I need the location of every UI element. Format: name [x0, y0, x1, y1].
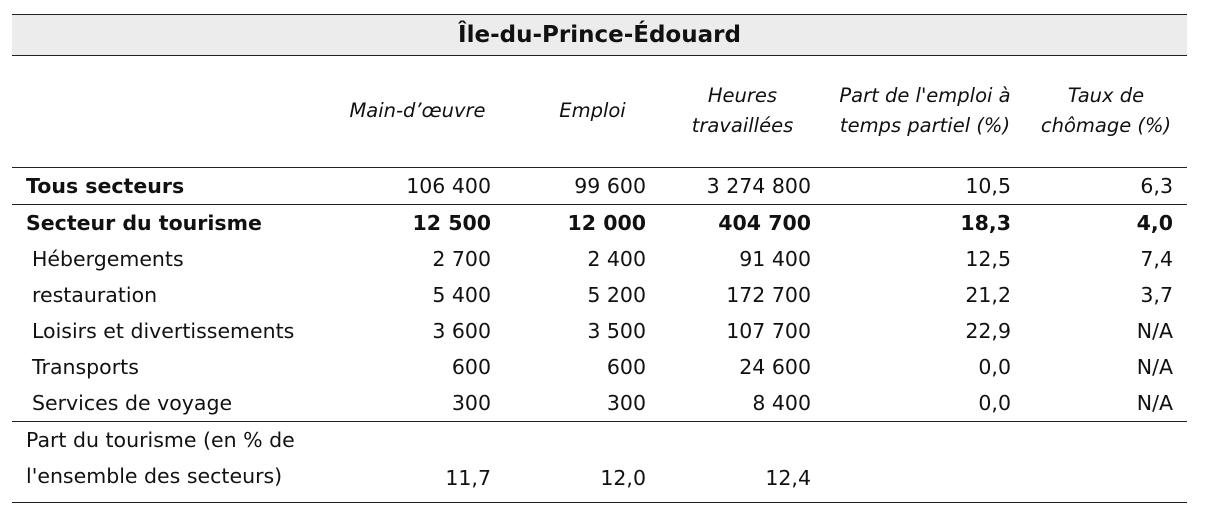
- cell: 91 400: [739, 246, 811, 271]
- table-container: [12, 14, 1187, 503]
- table-row: [12, 313, 1187, 349]
- cell: 6,3: [1140, 173, 1173, 198]
- cell: 300: [451, 390, 491, 415]
- column-header: Emploi: [559, 99, 626, 123]
- cell: 600: [451, 354, 491, 379]
- cell: 12 000: [567, 210, 646, 235]
- row-label: Part du tourisme (en % de l'ensemble des secteurs): [26, 427, 295, 488]
- column-header: Taux de chômage (%): [1040, 84, 1172, 138]
- cell: 300: [606, 390, 646, 415]
- row-label: Loisirs et divertissements: [32, 318, 295, 343]
- table-row: [12, 421, 1187, 502]
- cell: 3,7: [1140, 282, 1173, 307]
- cell: 18,3: [960, 210, 1011, 235]
- cell: 24 600: [739, 354, 811, 379]
- cell: 21,2: [965, 282, 1011, 307]
- cell: 106 400: [406, 173, 491, 198]
- table-row: [12, 167, 1187, 204]
- table-row: [12, 349, 1187, 385]
- cell: N/A: [1136, 390, 1173, 415]
- column-header: [12, 56, 330, 167]
- cell: 2 700: [432, 246, 491, 271]
- cell: [1025, 421, 1187, 502]
- cell: 7,4: [1140, 246, 1173, 271]
- cell: 2 400: [587, 246, 646, 271]
- cell: 0,0: [978, 354, 1011, 379]
- header-row: [12, 56, 1187, 167]
- row-label: Secteur du tourisme: [26, 210, 262, 235]
- cell: 404 700: [718, 210, 811, 235]
- row-label: Transports: [32, 354, 139, 379]
- cell: 5 200: [587, 282, 646, 307]
- row-label: Tous secteurs: [26, 173, 185, 198]
- table-row: [12, 277, 1187, 313]
- table-row: [12, 204, 1187, 241]
- cell: 10,5: [965, 173, 1011, 198]
- row-label: Hébergements: [32, 246, 184, 271]
- cell: 107 700: [726, 318, 811, 343]
- cell: 172 700: [726, 282, 811, 307]
- row-label: restauration: [32, 282, 158, 307]
- data-table: [12, 56, 1187, 503]
- column-header: Part de l'emploi à temps partiel (%): [839, 84, 1011, 138]
- cell: 600: [606, 354, 646, 379]
- cell: [825, 421, 1025, 502]
- table-title: Île-du-Prince-Édouard: [12, 14, 1187, 56]
- cell: 22,9: [965, 318, 1011, 343]
- cell: 3 274 800: [706, 173, 811, 198]
- cell: 11,7: [445, 465, 491, 490]
- cell: 12,5: [965, 246, 1011, 271]
- cell: 0,0: [978, 390, 1011, 415]
- table-row: [12, 241, 1187, 277]
- row-label: Services de voyage: [32, 390, 233, 415]
- cell: 12,0: [600, 465, 646, 490]
- cell: 3 500: [587, 318, 646, 343]
- cell: 12,4: [765, 465, 811, 490]
- cell: N/A: [1136, 318, 1173, 343]
- cell: N/A: [1136, 354, 1173, 379]
- cell: 3 600: [432, 318, 491, 343]
- cell: 12 500: [412, 210, 491, 235]
- cell: 8 400: [752, 390, 811, 415]
- column-header: Main-d’œuvre: [349, 99, 486, 123]
- column-header: Heures travaillées: [691, 84, 794, 138]
- cell: 99 600: [574, 173, 646, 198]
- table-row: [12, 385, 1187, 422]
- cell: 5 400: [432, 282, 491, 307]
- cell: 4,0: [1136, 210, 1173, 235]
